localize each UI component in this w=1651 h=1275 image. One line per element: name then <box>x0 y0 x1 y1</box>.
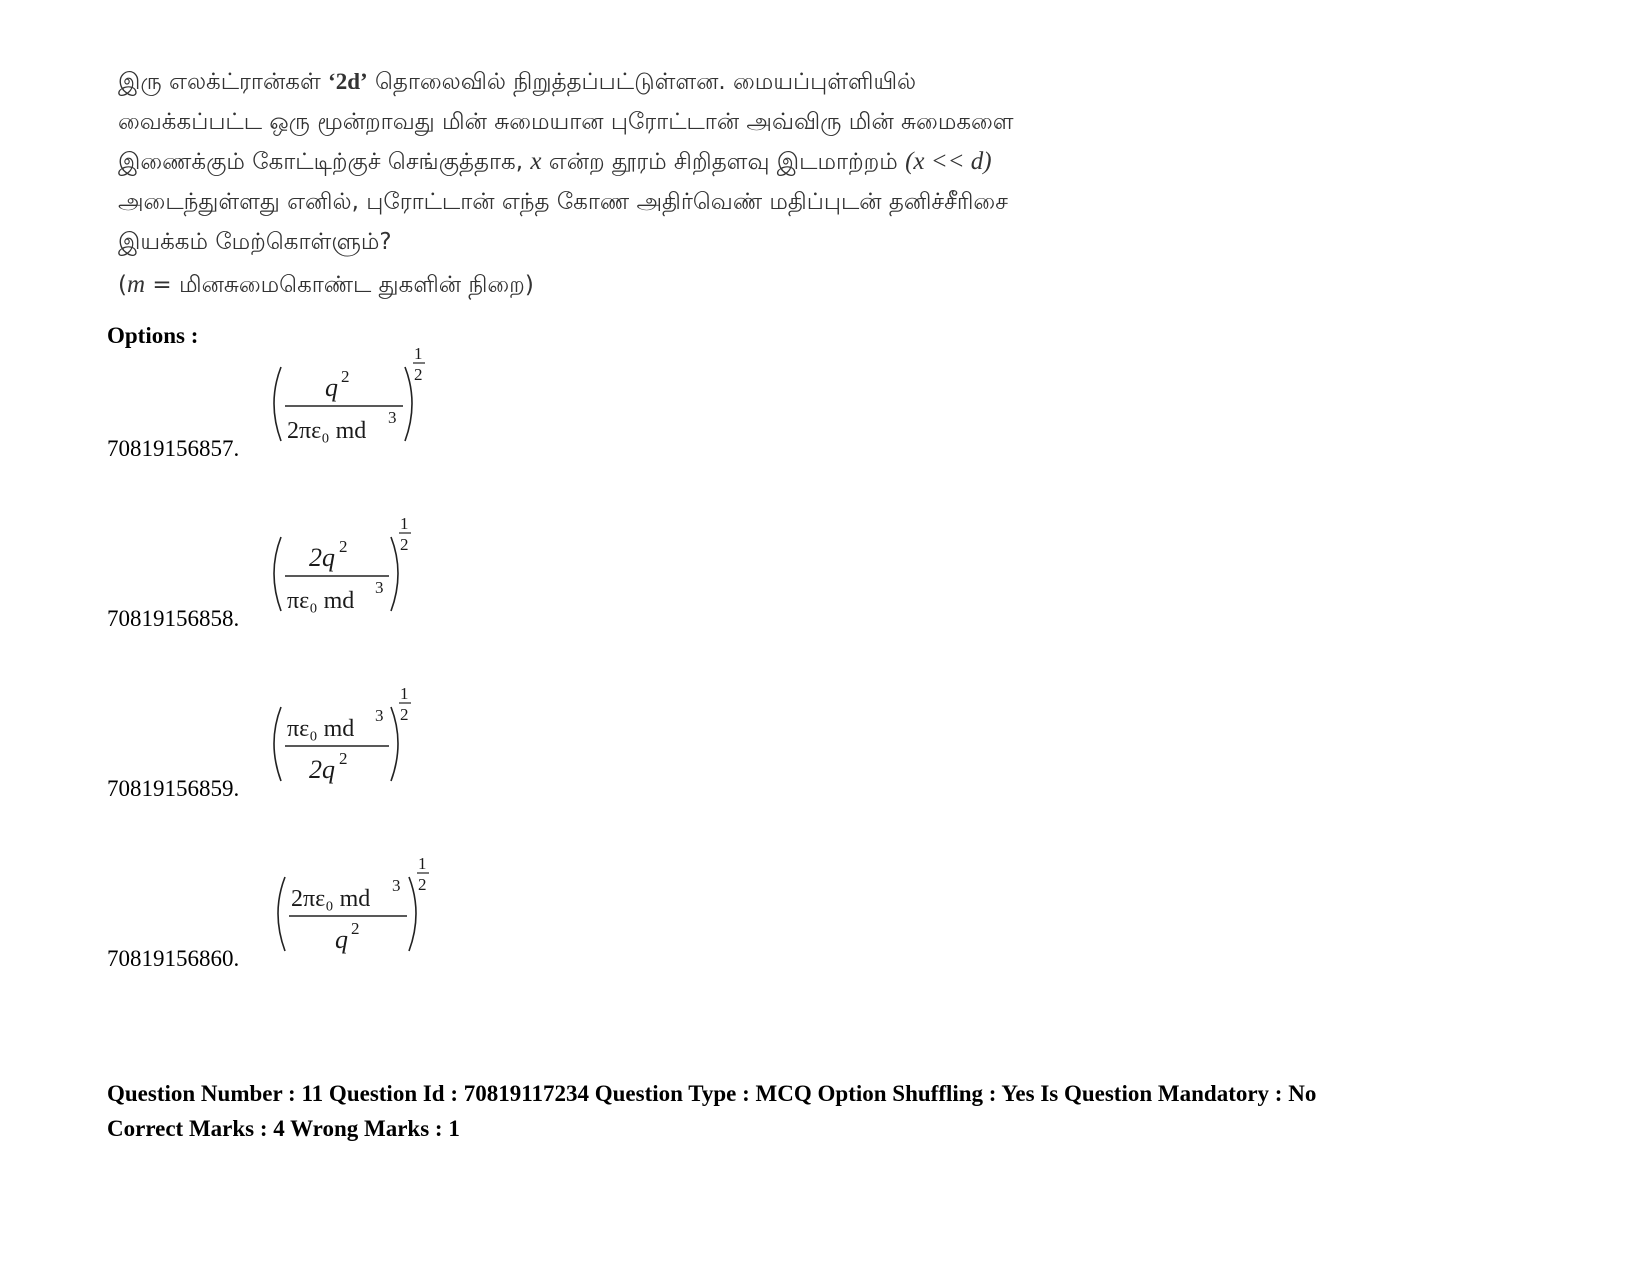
question-line-3-mid: என்ற தூரம் சிறிதளவு இடமாற்றம் <box>541 149 906 175</box>
mass-variable: m <box>126 271 146 298</box>
option-4-id: 70819156860. <box>107 946 240 971</box>
option-4-formula <box>265 851 440 971</box>
option-1-formula <box>265 341 435 461</box>
option-3-denominator: 2q <box>309 755 335 784</box>
option-4-power-num: 1 <box>418 854 427 873</box>
distance-quote: ‘2d’ <box>328 69 368 94</box>
option-1-denominator: 2πε₀ md <box>287 418 367 444</box>
mass-note-text: = மினசுமைகொண்ட துகளின் நிறை) <box>145 272 534 298</box>
option-3-id: 70819156859. <box>107 776 240 801</box>
question-meta-line-2: Correct Marks : 4 Wrong Marks : 1 <box>107 1116 460 1141</box>
mass-note-open: ( <box>118 272 127 298</box>
question-line-1-rest: தொலைவில் நிறுத்தப்பட்டுள்ளன. மையப்புள்ளியில் <box>367 69 917 95</box>
option-1-denominator-exp: 3 <box>388 408 397 427</box>
question-text <box>118 62 1218 308</box>
option-2-id: 70819156858. <box>107 606 240 631</box>
option-2-denominator-exp: 3 <box>375 578 384 597</box>
mass-note <box>118 262 1218 308</box>
option-4-numerator: 2πε₀ md <box>291 886 371 912</box>
question-metadata <box>107 1076 1316 1146</box>
option-1-power-num: 1 <box>414 344 423 363</box>
question-line-1 <box>118 62 1218 102</box>
option-2[interactable] <box>107 513 707 633</box>
option-3[interactable] <box>107 683 707 803</box>
option-4-numerator-exp: 3 <box>392 876 401 895</box>
small-displacement-condition: (x << d) <box>905 148 992 175</box>
question-line-3-text: இணைக்கும் கோட்டிற்குச் செங்குத்தாக, <box>118 149 531 175</box>
question-line-3 <box>118 142 1218 182</box>
option-1[interactable] <box>107 343 707 463</box>
option-2-numerator: 2q <box>309 543 335 572</box>
option-1-power-den: 2 <box>414 365 423 384</box>
option-3-power-num: 1 <box>400 684 409 703</box>
option-4-denominator-exp: 2 <box>351 919 360 938</box>
question-line-4: அடைந்துள்ளது எனில், புரோட்டான் எந்த கோண அதிர்வெண் மதிப்புடன் தனிச்சீரிசை <box>118 189 1008 215</box>
option-3-numerator-exp: 3 <box>375 706 384 725</box>
option-2-power-den: 2 <box>400 535 409 554</box>
option-3-numerator: πε₀ md <box>287 716 355 742</box>
option-1-numerator-exp: 2 <box>341 367 350 386</box>
option-1-id: 70819156857. <box>107 436 240 461</box>
question-line-5: இயக்கம் மேற்கொள்ளும்? <box>118 229 392 255</box>
option-2-numerator-exp: 2 <box>339 537 348 556</box>
option-4-denominator: q <box>335 925 348 954</box>
option-3-denominator-exp: 2 <box>339 749 348 768</box>
option-2-power-num: 1 <box>400 514 409 533</box>
option-3-power-den: 2 <box>400 705 409 724</box>
question-meta-line-1: Question Number : 11 Question Id : 70819117234 Question Type : MCQ Option Shuffling : Yes Is Question Mandatory : No <box>107 1081 1317 1106</box>
option-2-denominator: πε₀ md <box>287 588 355 614</box>
option-1-numerator: q <box>325 373 338 402</box>
option-2-formula <box>265 511 435 631</box>
question-line-2: வைக்கப்பட்ட ஒரு மூன்றாவது மின் சுமையான புரோட்டான் அவ்விரு மின் சுமைகளை <box>118 109 1014 135</box>
displacement-variable: x <box>530 148 542 175</box>
option-3-formula <box>265 681 435 801</box>
option-4[interactable] <box>107 853 707 973</box>
question-line-1-text: இரு எலக்ட்ரான்கள் <box>118 69 329 95</box>
option-4-power-den: 2 <box>418 875 427 894</box>
options-label: Options : <box>107 323 199 348</box>
